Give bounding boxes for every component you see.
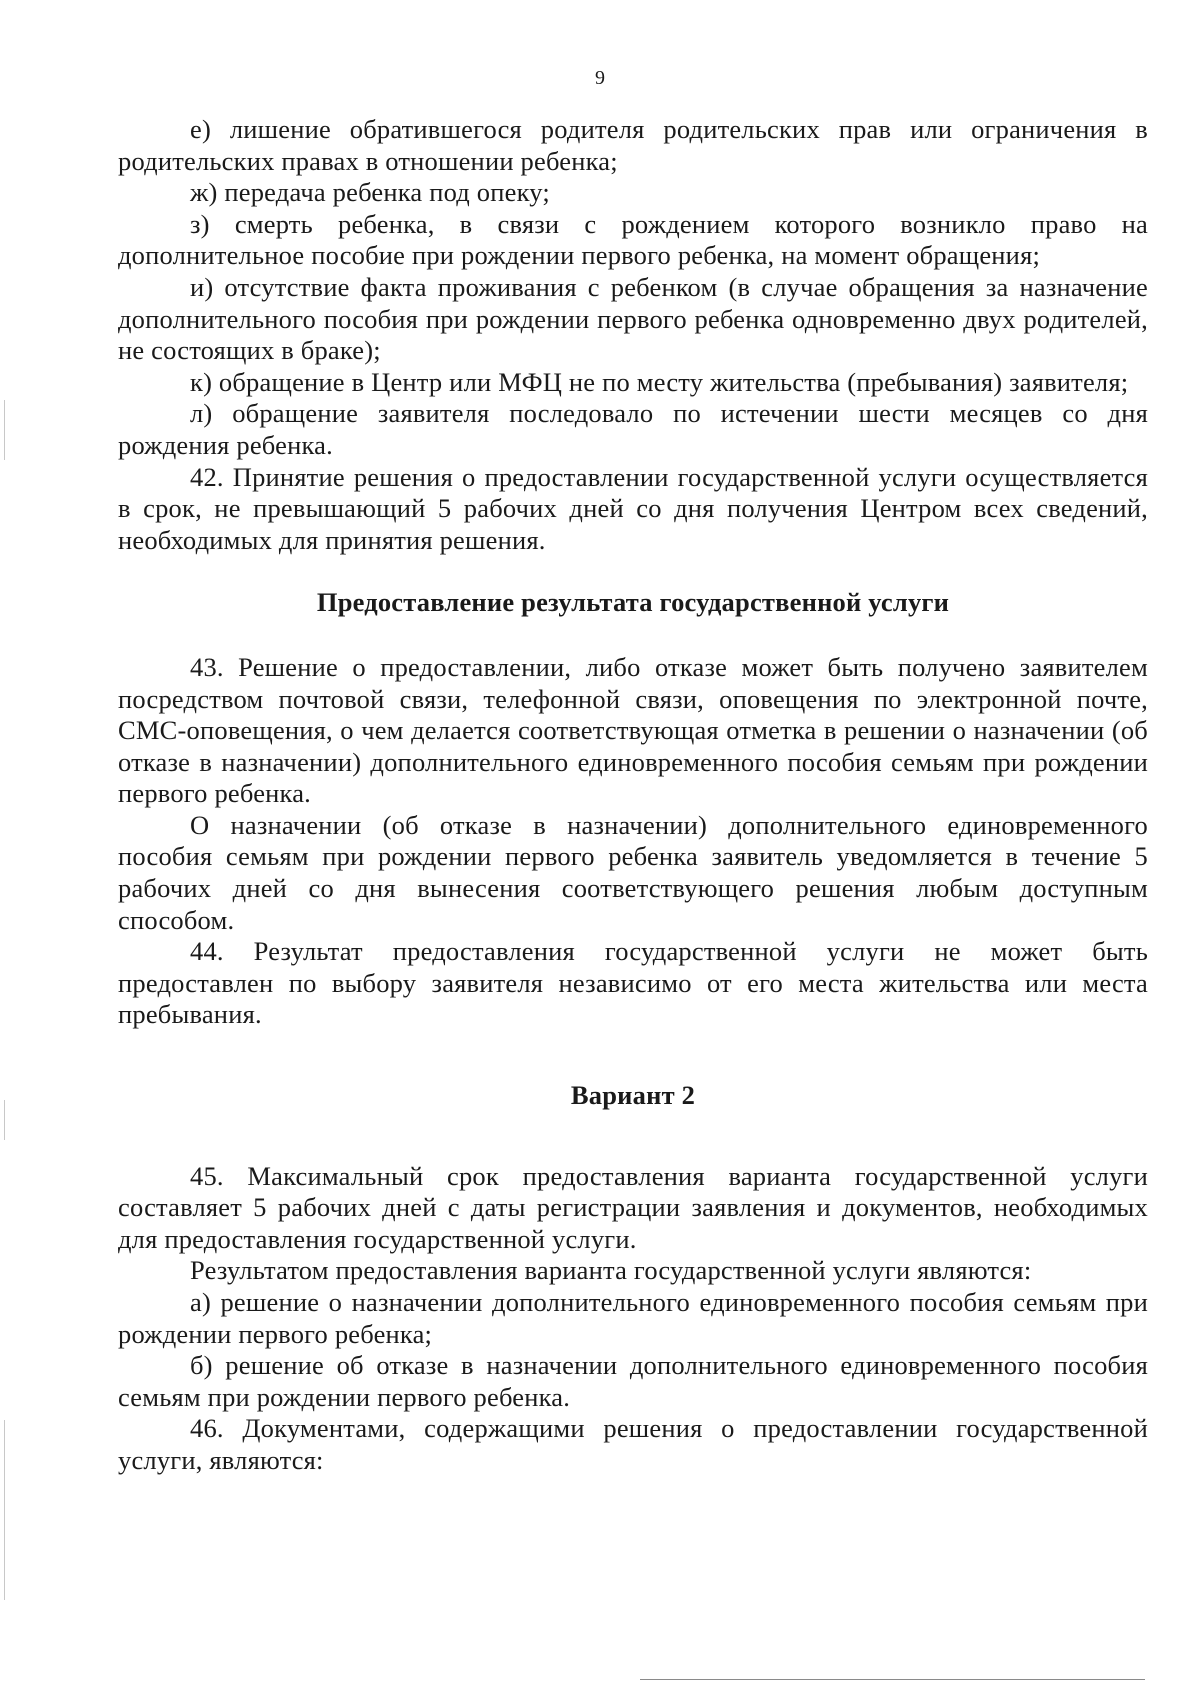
list-item-b: б) решение об отказе в назначении дополнительного единовременного пособия семьям при рождении первого ребенка. [118, 1350, 1148, 1412]
list-item-k: к) обращение в Центр или МФЦ не по месту жительства (пребывания) заявителя; [190, 366, 1129, 397]
clause-44: 44. Результат предоставления государственной услуги не может быть предоставлен по выбору заявителя независимо от его места жительства или места пребывания. [118, 936, 1148, 1030]
list-item-e: е) лишение обратившегося родителя родительских прав или ограничения в родительских правах в отношении ребенка; [118, 114, 1148, 176]
scan-edge-mark [4, 1100, 5, 1140]
scan-edge-mark [4, 1420, 5, 1600]
page-number: 9 [595, 67, 605, 89]
section-heading-variant-2: Вариант 2 [570, 1080, 696, 1111]
clause-42: 42. Принятие решения о предоставлении государственной услуги осуществляется в срок, не превышающий 5 рабочих дней со дня получения Центром всех сведений, необходимых для принятия решения. [118, 461, 1148, 555]
list-item-a: а) решение о назначении дополнительного единовременного пособия семьям при рождении первого ребенка; [118, 1287, 1148, 1349]
list-item-z: з) смерть ребенка, в связи с рождением которого возникло право на дополнительное пособие при рождении первого ребенка, на момент обращения; [118, 208, 1148, 271]
clause-43: 43. Решение о предоставлении, либо отказе может быть получено заявителем посредством почтовой связи, телефонной связи, оповещения по электронной почте, СМС-оповещения, о чем делается соответствующая отметка в решении о назначении (об отказе в назначении) дополнительного единовременного пособия семьям при рождении первого ребенка. [118, 651, 1148, 809]
scan-edge-mark [4, 400, 5, 460]
scan-bottom-line [640, 1679, 1145, 1680]
list-item-i: и) отсутствие факта проживания с ребенком (в случае обращения за назначение дополнительного пособия при рождении первого ребенка одновременно двух родителей, не состоящих в браке); [118, 271, 1148, 366]
section-heading-result: Предоставление результата государственной услуги [316, 587, 950, 618]
clause-45: 45. Максимальный срок предоставления варианта государственной услуги составляет 5 рабочих дней с даты регистрации заявления и документов, необходимых для предоставления государственной услуги. [118, 1160, 1148, 1254]
list-item-zh: ж) передача ребенка под опеку; [190, 177, 550, 208]
clause-46: 46. Документами, содержащими решения о предоставлении государственной услуги, являются: [118, 1413, 1148, 1475]
result-intro-paragraph: Результатом предоставления варианта государственной услуги являются: [190, 1255, 1032, 1286]
list-item-l: л) обращение заявителя последовало по истечении шести месяцев со дня рождения ребенка. [118, 398, 1148, 460]
document-body [118, 114, 1148, 1477]
notification-paragraph: О назначении (об отказе в назначении) дополнительного единовременного пособия семьям при рождении первого ребенка заявитель уведомляется в течение 5 рабочих дней со дня вынесения соответствующего решения любым доступным способом. [118, 809, 1148, 935]
